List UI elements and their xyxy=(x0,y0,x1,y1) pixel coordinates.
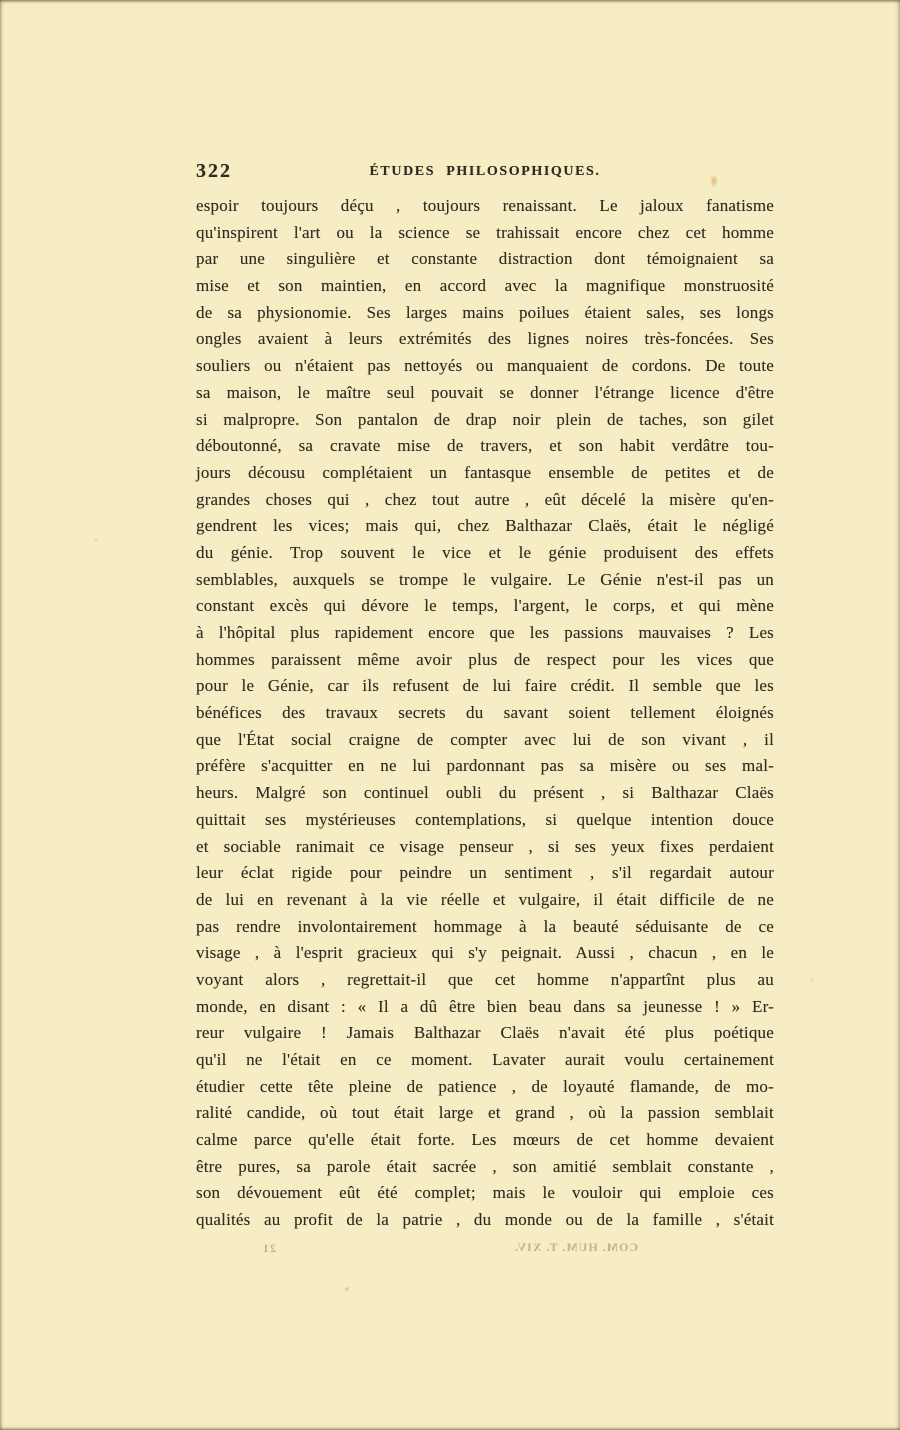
text-line: et sociable ranimait ce visage penseur , si ses yeux fixes perdaient xyxy=(196,836,774,856)
page-header xyxy=(196,160,774,188)
text-line: monde, en disant : « Il a dû être bien beau dans sa jeunesse ! » Er- xyxy=(196,996,774,1016)
text-line: constant excès qui dévore le temps, l'argent, le corps, et qui mène xyxy=(196,596,774,616)
page-number: 322 xyxy=(196,160,232,182)
bleed-through-imprint: COM. HUM. T. XIV. xyxy=(514,1240,639,1254)
text-line: à l'hôpital plus rapidement encore que les passions mauvaises ? Les xyxy=(196,623,774,642)
text-line: préfère s'acquitter en ne lui pardonnant pas sa misère ou ses mal- xyxy=(196,756,774,776)
text-line: sa maison, le maître seul pouvait se donner l'étrange licence d'être xyxy=(196,382,774,402)
text-line: être pures, sa parole était sacrée , son amitié semblait constante , xyxy=(196,1156,774,1176)
text-line: calme parce qu'elle était forte. Les mœurs de cet homme devaient xyxy=(196,1130,774,1150)
text-line: qualités au profit de la patrie , du monde ou de la famille , s'était xyxy=(196,1210,774,1230)
running-title: ÉTUDES PHILOSOPHIQUES. xyxy=(369,164,601,179)
text-line: heurs. Malgré son continuel oubli du présent , si Balthazar Claës xyxy=(196,783,774,803)
text-line: voyant alors , regrettait-il que cet homme n'appartînt plus au xyxy=(196,969,774,989)
text-line: ongles avaient à leurs extrémités des lignes noires très-foncées. Ses xyxy=(196,329,774,349)
text-line: qu'il ne l'était en ce moment. Lavater aurait voulu certainement xyxy=(196,1050,774,1069)
text-line: jours décousu complétaient un fantasque ensemble de petites et de xyxy=(196,462,774,482)
text-line: bénéfices des travaux secrets du savant soient tellement éloignés xyxy=(196,703,774,723)
text-line: espoir toujours déçu , toujours renaissant. Le jaloux fanatisme xyxy=(196,196,774,215)
text-line: que l'État social craigne de compter avec lui de son vivant , il xyxy=(196,729,774,749)
text-line: leur éclat rigide pour peindre un sentiment , s'il regardait autour xyxy=(196,863,774,883)
text-line: reur vulgaire ! Jamais Balthazar Claës n'avait été plus poétique xyxy=(196,1023,774,1043)
text-line: hommes paraissent même avoir plus de respect pour les vices que xyxy=(196,649,774,669)
text-line: semblables, auxquels se trompe le vulgaire. Le Génie n'est-il pas un xyxy=(196,569,774,589)
text-line: déboutonné, sa cravate mise de travers, et son habit verdâtre tou- xyxy=(196,436,774,456)
text-line: souliers ou n'étaient pas nettoyés ou manquaient de cordons. De toute xyxy=(196,356,774,376)
text-line: gendrent les vices; mais qui, chez Balthazar Claës, était le négligé xyxy=(196,516,774,536)
text-line: visage , à l'esprit gracieux qui s'y peignait. Aussi , chacun , en le xyxy=(196,943,774,963)
text-line: pas rendre involontairement hommage à la beauté séduisante de ce xyxy=(196,916,774,936)
bleed-through-page-number: 21 xyxy=(262,1241,276,1255)
text-line: grandes choses qui , chez tout autre , eût décelé la misère qu'en- xyxy=(196,489,774,509)
text-line: étudier cette tête pleine de patience , de loyauté flamande, de mo- xyxy=(196,1076,774,1096)
text-line: par une singulière et constante distraction dont témoignaient sa xyxy=(196,249,774,269)
text-line: mise et son maintien, en accord avec la magnifique monstruosité xyxy=(196,276,774,296)
text-line: son dévouement eût été complet; mais le vouloir qui emploie ces xyxy=(196,1183,774,1203)
text-line: pour le Génie, car ils refusent de lui faire crédit. Il semble que les xyxy=(196,676,774,696)
text-line: si malpropre. Son pantalon de drap noir plein de taches, son gilet xyxy=(196,409,774,429)
text-line: de lui en revenant à la vie réelle et vulgaire, il était difficile de ne xyxy=(196,889,774,909)
text-line: de sa physionomie. Ses larges mains poilues étaient sales, ses longs xyxy=(196,302,774,322)
text-line: qu'inspirent l'art ou la science se trahissait encore chez cet homme xyxy=(196,222,774,242)
text-line: ralité candide, où tout était large et grand , où la passion semblait xyxy=(196,1103,774,1123)
body-text xyxy=(196,193,774,1234)
text-line: quittait ses mystérieuses contemplations, si quelque intention douce xyxy=(196,809,774,829)
text-line: du génie. Trop souvent le vice et le génie produisent des effets xyxy=(196,542,774,562)
